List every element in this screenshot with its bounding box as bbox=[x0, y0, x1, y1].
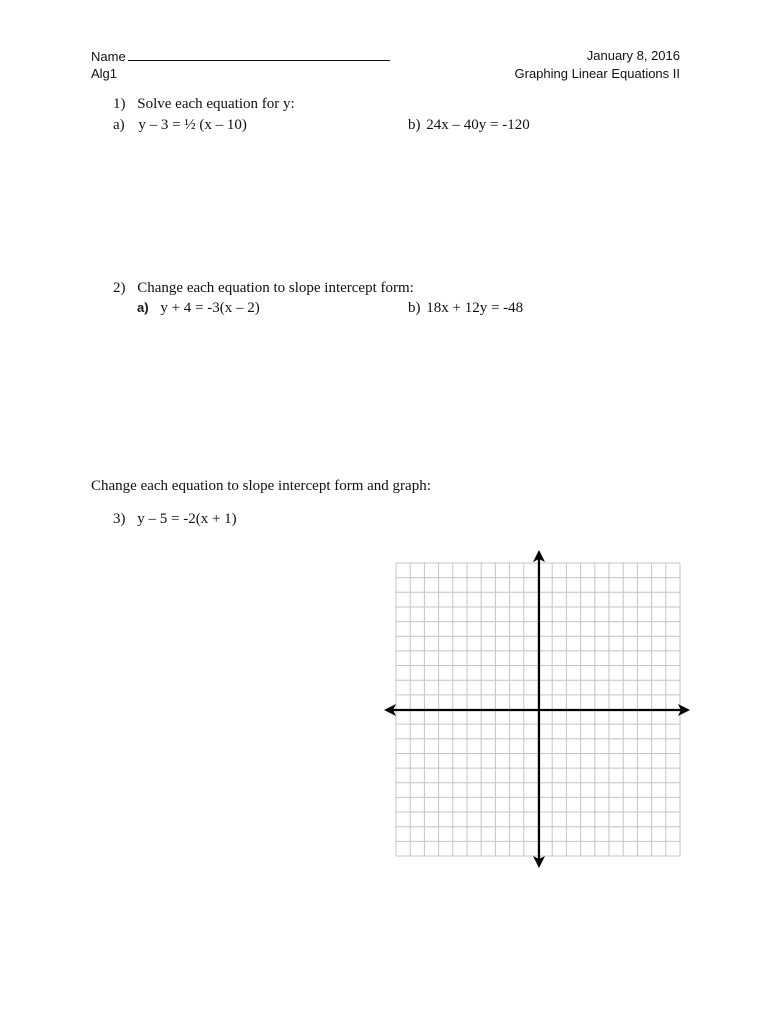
coordinate-grid-svg[interactable] bbox=[384, 550, 690, 868]
name-label: Name bbox=[91, 49, 126, 64]
problem-1a-label: a) bbox=[113, 117, 125, 133]
topic-label: Graphing Linear Equations II bbox=[514, 66, 680, 81]
problem-2b-equation: 18x + 12y = -48 bbox=[426, 300, 524, 316]
section-instruction: Change each equation to slope intercept form and graph: bbox=[91, 478, 431, 494]
problem-2a-label: a) bbox=[137, 300, 149, 315]
problem-1b-equation: 24x – 40y = -120 bbox=[426, 117, 530, 133]
problem-1-instruction: Solve each equation for y: bbox=[137, 96, 295, 112]
name-field[interactable] bbox=[91, 48, 390, 64]
problem-3-number: 3) bbox=[113, 511, 126, 527]
problem-2-instruction: Change each equation to slope intercept form: bbox=[137, 280, 414, 296]
problem-2-heading bbox=[113, 280, 414, 297]
problem-1b bbox=[408, 117, 530, 134]
problem-2a-equation: y + 4 = -3(x – 2) bbox=[160, 300, 260, 316]
problem-2b-label: b) bbox=[408, 300, 421, 316]
problem-2a bbox=[137, 300, 260, 317]
problem-3-equation: y – 5 = -2(x + 1) bbox=[137, 511, 237, 527]
problem-1-heading bbox=[113, 96, 295, 113]
problem-1-number: 1) bbox=[113, 96, 126, 112]
axes bbox=[384, 550, 690, 868]
course-label: Alg1 bbox=[91, 66, 118, 81]
coordinate-grid[interactable] bbox=[384, 550, 690, 868]
name-blank-line[interactable] bbox=[128, 48, 390, 61]
problem-1b-label: b) bbox=[408, 117, 421, 133]
date-label: January 8, 2016 bbox=[586, 48, 680, 63]
problem-1a-equation: y – 3 = ½ (x – 10) bbox=[138, 117, 247, 133]
problem-2-number: 2) bbox=[113, 280, 126, 296]
problem-1a bbox=[113, 117, 247, 134]
problem-2b bbox=[408, 300, 523, 317]
problem-3 bbox=[113, 511, 237, 528]
